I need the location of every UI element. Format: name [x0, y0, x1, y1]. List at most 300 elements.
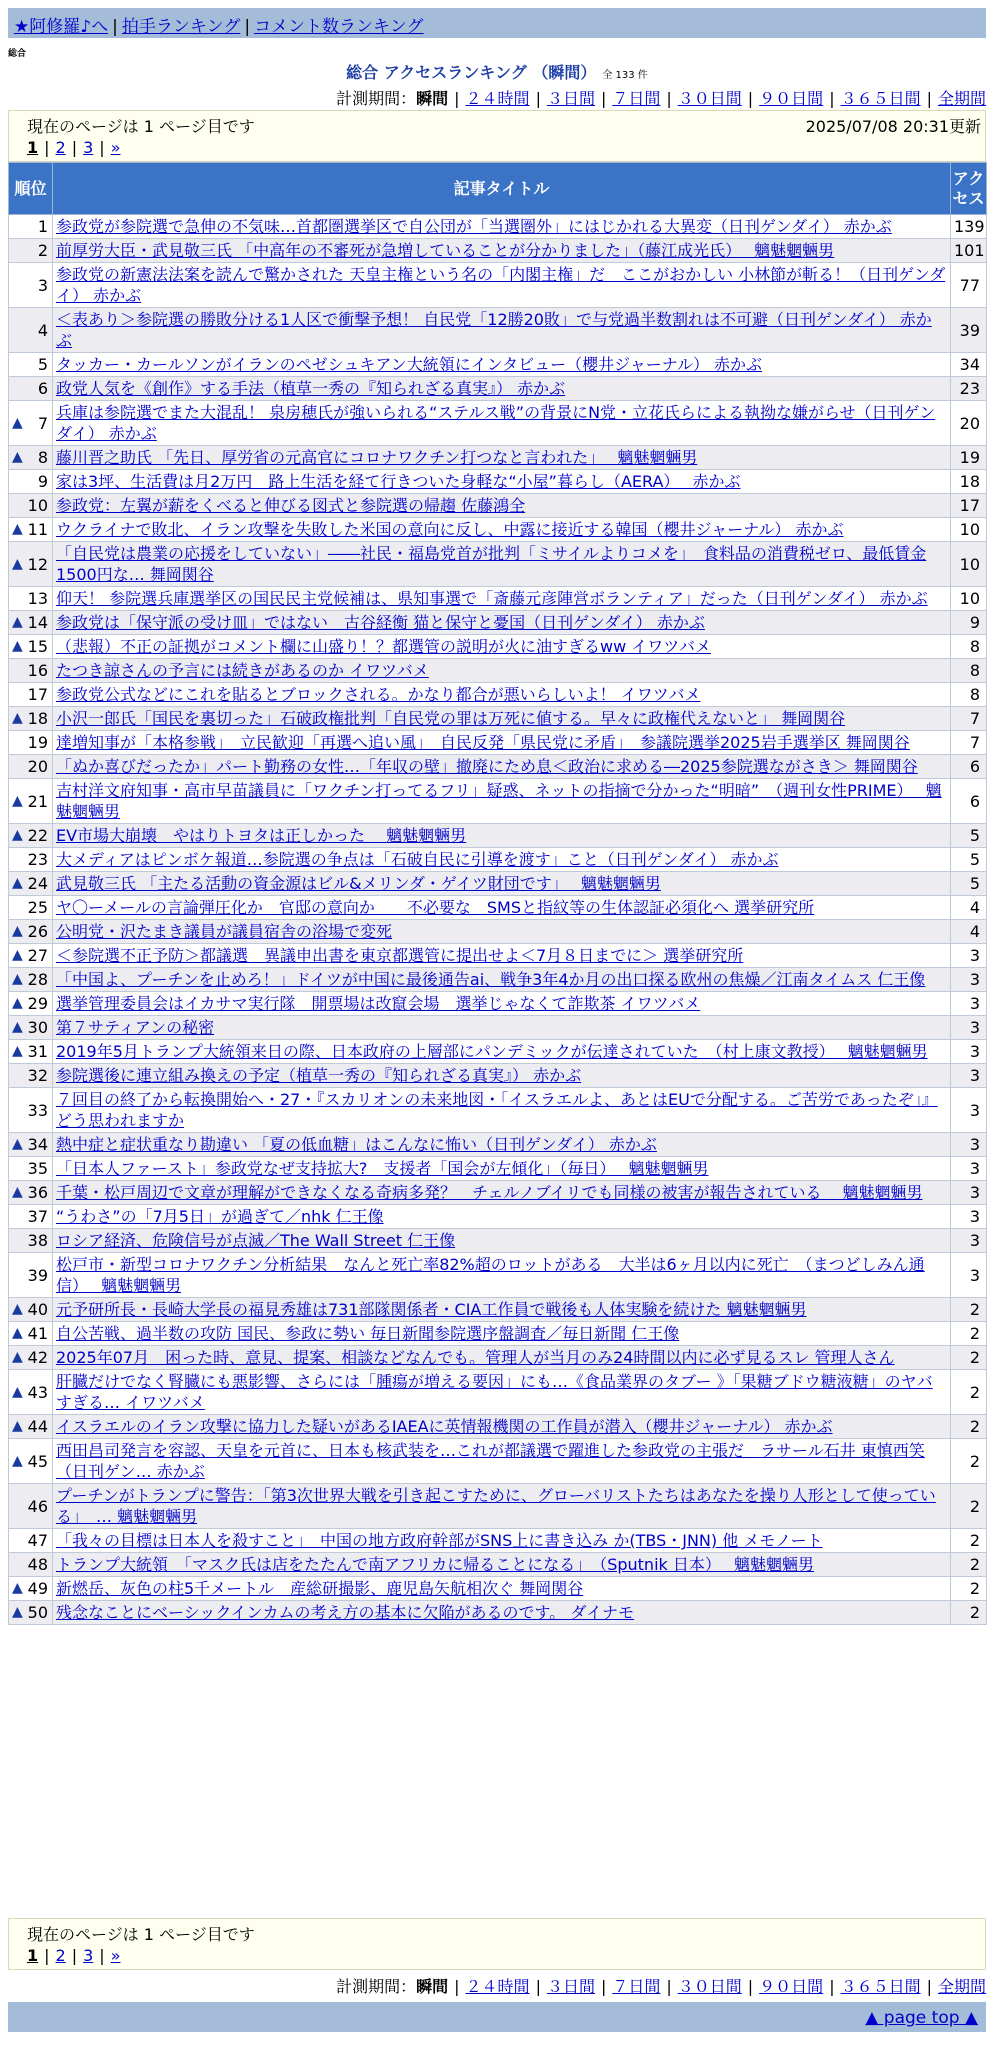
table-row — [9, 1064, 987, 1088]
access-count-cell: 3 — [951, 1253, 987, 1298]
title-cell — [53, 896, 951, 920]
period-link[interactable]: ７日間 — [612, 1977, 661, 1996]
rank-cell — [9, 992, 53, 1016]
title-cell — [53, 1553, 951, 1577]
article-title-link[interactable]: 藤川晋之助氏 「先日、厚労省の元高官にコロナワクチン打つなと言われた」 魑魅魍魎男 — [56, 448, 698, 467]
pager-next-link[interactable]: » — [110, 138, 121, 157]
period-link[interactable]: ２４時間 — [465, 89, 530, 108]
article-title-link[interactable]: 前厚労大臣・武見敬三氏 「中高年の不審死が急増していることが分かりました」（藤江成光氏） 魑魅魍魎男 — [56, 241, 835, 260]
period-separator: | — [829, 89, 835, 108]
title-cell — [53, 377, 951, 401]
rank-cell — [9, 1040, 53, 1064]
period-separator: | — [600, 1977, 607, 1996]
access-count-cell: 6 — [951, 779, 987, 824]
article-title-link[interactable]: 第７サティアンの秘密 — [56, 1018, 215, 1037]
rank-cell — [9, 470, 53, 494]
access-count-cell: 2 — [951, 1415, 987, 1439]
rank-number: 5 — [37, 355, 48, 374]
table-row — [9, 848, 987, 872]
applause-ranking-link[interactable]: 拍手ランキング — [121, 17, 241, 37]
table-row — [9, 1415, 987, 1439]
article-title-link[interactable]: 参政党は「保守派の受け皿」ではない 古谷経衡 猫と保守と憂国（日刊ゲンダイ） 赤かぶ — [56, 613, 705, 632]
table-row — [9, 1346, 987, 1370]
pager-page-link[interactable]: 2 — [55, 138, 66, 157]
title-cell — [53, 659, 951, 683]
period-separator: | — [666, 1977, 672, 1996]
rank-cell — [9, 494, 53, 518]
article-title-link[interactable]: たつき諒さんの予言には続きがあるのか イワツバメ — [56, 661, 429, 680]
article-title-link[interactable]: （悲報）不正の証拠がコメント欄に山盛り！？都選管の説明が火に油すぎるww イワツバメ — [56, 637, 711, 656]
table-row — [9, 683, 987, 707]
table-row — [9, 263, 987, 308]
rank-number: 32 — [27, 1066, 48, 1085]
access-count-cell: 5 — [951, 848, 987, 872]
period-link[interactable]: 全期間 — [937, 1977, 986, 1996]
ranking-table-body — [9, 215, 987, 1625]
rank-column-header: 順位 — [9, 163, 53, 215]
access-count-cell: 3 — [951, 944, 987, 968]
table-row — [9, 1322, 987, 1346]
access-count-cell: 5 — [951, 824, 987, 848]
article-title-link[interactable]: プーチンがトランプに警告：「第3次世界大戦を引き起こすために、グローバリストたちはあなたを操り人形として使っている」 … 魑魅魍魎男 — [56, 1486, 936, 1526]
table-row — [9, 1040, 987, 1064]
table-row — [9, 1439, 987, 1484]
access-count-cell: 23 — [951, 377, 987, 401]
title-cell — [53, 1181, 951, 1205]
article-title-link[interactable]: ＜表あり＞参院選の勝敗分ける1人区で衝撃予想！ 自民党「12勝20敗」で与党過半数割れは不可避（日刊ゲンダイ） 赤かぶ — [56, 310, 932, 350]
title-cell — [53, 446, 951, 470]
article-title-link[interactable]: 「我々の目標は日本人を殺すこと」 中国の地方政府幹部がSNS上に書き込み か(TBS・JNN) 他 メモノート — [56, 1531, 823, 1550]
table-row — [9, 968, 987, 992]
access-count-cell: 10 — [951, 587, 987, 611]
period-link[interactable]: ３０日間 — [677, 89, 742, 108]
period-link[interactable]: ３０日間 — [677, 1977, 742, 1996]
period-separator: | — [454, 89, 460, 108]
rank-cell — [9, 1346, 53, 1370]
rank-number: 11 — [27, 520, 48, 539]
rank-cell — [9, 848, 53, 872]
rank-number: 13 — [27, 589, 48, 608]
rank-cell — [9, 1298, 53, 1322]
table-row — [9, 446, 987, 470]
article-title-link[interactable]: 公明党・沢たまき議員が議員宿舎の浴場で変死 — [56, 922, 393, 941]
table-row — [9, 518, 987, 542]
access-count-cell: 6 — [951, 755, 987, 779]
rank-number: 4 — [37, 320, 48, 340]
rank-number: 40 — [27, 1300, 48, 1319]
period-separator: | — [535, 1977, 541, 1996]
title-cell — [53, 308, 951, 353]
rank-number: 46 — [27, 1496, 48, 1516]
page-top-link[interactable]: ▲ page top ▲ — [865, 2008, 978, 2028]
rank-cell — [9, 587, 53, 611]
access-count-cell: 101 — [951, 239, 987, 263]
section-label: 総合 — [8, 49, 27, 59]
rank-number: 17 — [27, 685, 48, 704]
table-row — [9, 308, 987, 353]
period-link[interactable]: ９０日間 — [759, 89, 824, 108]
rank-cell — [9, 308, 53, 353]
rank-up-arrow-icon: ▲ — [12, 1349, 23, 1365]
rank-number: 22 — [27, 826, 48, 845]
rank-cell — [9, 518, 53, 542]
title-cell — [53, 1415, 951, 1439]
rank-cell — [9, 1415, 53, 1439]
access-count-cell: 10 — [951, 542, 987, 587]
article-title-link[interactable]: 残念なことにベーシックインカムの考え方の基本に欠陥があるのです。 ダイナモ — [56, 1603, 635, 1622]
rank-up-arrow-icon: ▲ — [12, 923, 23, 939]
title-cell — [53, 1529, 951, 1553]
access-count-cell: 3 — [951, 968, 987, 992]
rank-number: 47 — [27, 1531, 48, 1550]
rank-up-arrow-icon: ▲ — [12, 1136, 23, 1152]
title-cell — [53, 470, 951, 494]
article-title-link[interactable]: ヤ〇ーメールの言論弾圧化か 官邸の意向か 不必要な SMSと指紋等の生体認証必須化へ 選挙研究所 — [56, 898, 815, 917]
title-cell — [53, 707, 951, 731]
rank-cell — [9, 683, 53, 707]
title-cell — [53, 779, 951, 824]
article-title-link[interactable]: 肝臓だけでなく腎臓にも悪影響、さらには「腫瘍が増える要因」にも…《食品業界のタブー 》「果糖ブドウ糖液糖」のヤバすぎる… イワツバメ — [56, 1372, 933, 1412]
article-title-link[interactable]: 2019年5月トランプ大統領来日の際、日本政府の上層部にパンデミックが伝達されていた （村上康文教授） 魑魅魍魎男 — [56, 1042, 928, 1061]
title-cell — [53, 635, 951, 659]
period-separator: | — [926, 1977, 932, 1996]
rank-cell — [9, 635, 53, 659]
article-title-link[interactable]: ウクライナで敗北、イラン攻撃を失敗した米国の意向に反し、中露に接近する韓国（櫻井ジャーナル） 赤かぶ — [56, 520, 844, 539]
access-count-cell: 2 — [951, 1484, 987, 1529]
access-count-cell: 20 — [951, 401, 987, 446]
rank-number: 39 — [27, 1265, 48, 1285]
period-selector — [336, 1974, 986, 1997]
rank-number: 10 — [27, 496, 48, 515]
article-title-link[interactable]: “うわさ”の「7月5日」が過ぎて／nhk 仁王像 — [56, 1207, 384, 1226]
access-count-cell: 3 — [951, 1181, 987, 1205]
article-title-link[interactable]: 達増知事が「本格参戦」 立民歓迎「再選へ追い風」 自民反発「県民党に矛盾」 参議院選挙2025岩手選挙区 舞岡関谷 — [56, 733, 910, 752]
rank-cell — [9, 1157, 53, 1181]
rank-number: 41 — [27, 1324, 48, 1343]
pager-page-link[interactable]: 3 — [83, 1946, 94, 1965]
period-link[interactable]: ７日間 — [612, 89, 661, 108]
table-row — [9, 611, 987, 635]
access-count-cell: 3 — [951, 1040, 987, 1064]
rank-number: 48 — [27, 1555, 48, 1574]
rank-up-arrow-icon: ▲ — [12, 947, 23, 963]
period-link[interactable]: ２４時間 — [465, 1977, 530, 1996]
article-title-link[interactable]: 新燃岳、灰色の柱5千メートル 産総研撮影、鹿児島矢航相次ぐ 舞岡関谷 — [56, 1579, 584, 1598]
rank-up-arrow-icon: ▲ — [12, 1383, 23, 1400]
article-title-link[interactable]: トランプ大統領 「マスク氏は店をたたんで南アフリカに帰ることになる」 （Sputnik 日本） 魑魅魍魎男 — [56, 1555, 814, 1574]
table-row — [9, 353, 987, 377]
title-cell — [53, 215, 951, 239]
access-count-cell: 19 — [951, 446, 987, 470]
rank-cell — [9, 1229, 53, 1253]
rank-cell — [9, 263, 53, 308]
rank-cell — [9, 824, 53, 848]
home-link[interactable]: ★阿修羅♪へ — [14, 17, 109, 37]
article-title-link[interactable]: 千葉・松戸周辺で文章が理解ができなくなる奇病多発？ チェルノブイリでも同様の被害が報告されている 魑魅魍魎男 — [56, 1183, 923, 1202]
period-label: 計測期間： — [336, 89, 417, 108]
title-cell — [53, 968, 951, 992]
rank-number: 25 — [27, 898, 48, 917]
table-row — [9, 779, 987, 824]
comment-ranking-link[interactable]: コメント数ランキング — [254, 17, 424, 37]
title-cell — [53, 1064, 951, 1088]
table-row — [9, 587, 987, 611]
rank-cell — [9, 239, 53, 263]
table-row — [9, 1205, 987, 1229]
pager-separator: | — [71, 138, 78, 157]
rank-up-arrow-icon: ▲ — [12, 792, 23, 809]
title-cell — [53, 1229, 951, 1253]
article-title-link[interactable]: ７回目の終了から転換開始へ・27・『スカリオンの未来地図・「イスラエルよ、あとはEUで分配する。ご苦労であったぞ」』 どう思われますか — [56, 1090, 938, 1130]
title-cell — [53, 518, 951, 542]
article-title-link[interactable]: ロシア経済、危険信号が点滅／The Wall Street 仁王像 — [56, 1231, 456, 1250]
title-cell — [53, 1484, 951, 1529]
article-title-link[interactable]: 大メディアはピンボケ報道…参院選の争点は「石破自民に引導を渡す」こと（日刊ゲンダイ） 赤かぶ — [56, 850, 779, 869]
period-link[interactable]: ９０日間 — [759, 1977, 824, 1996]
rank-cell — [9, 377, 53, 401]
title-cell — [53, 1322, 951, 1346]
rank-up-arrow-icon: ▲ — [12, 555, 23, 572]
title-cell — [53, 683, 951, 707]
rank-up-arrow-icon: ▲ — [12, 827, 23, 843]
article-title-link[interactable]: 「中国よ、プーチンを止めろ！」ドイツが中国に最後通告ai、戦争3年4か月の出口探る欧州の焦燥／江南タイムス 仁王像 — [56, 970, 926, 989]
rank-up-arrow-icon: ▲ — [12, 875, 23, 891]
pager-page-link[interactable]: 2 — [55, 1946, 66, 1965]
title-cell — [53, 1370, 951, 1415]
rank-cell — [9, 401, 53, 446]
article-title-link[interactable]: 2025年07月 困った時、意見、提案、相談などなんでも。管理人が当月のみ24時間以内に必ず見るスレ 管理人さん — [56, 1348, 895, 1367]
title-cell — [53, 872, 951, 896]
rank-up-arrow-icon: ▲ — [12, 638, 23, 654]
rank-cell — [9, 1439, 53, 1484]
article-title-link[interactable]: 元予研所長・長崎大学長の福見秀雄は731部隊関係者・CIA工作員で戦後も人体実験を続けた 魑魅魍魎男 — [56, 1300, 807, 1319]
access-count-cell: 139 — [951, 215, 987, 239]
rank-number: 16 — [27, 661, 48, 680]
period-current: 瞬間 — [416, 89, 449, 108]
article-title-link[interactable]: EV市場大崩壊 やはりトヨタは正しかった 魑魅魍魎男 — [56, 826, 467, 845]
table-row — [9, 872, 987, 896]
rank-cell — [9, 968, 53, 992]
rank-up-arrow-icon: ▲ — [12, 995, 23, 1011]
rank-cell — [9, 1205, 53, 1229]
rank-up-arrow-icon: ▲ — [12, 521, 23, 537]
table-row — [9, 944, 987, 968]
rank-cell — [9, 215, 53, 239]
rank-number: 2 — [37, 241, 48, 260]
title-cell — [53, 353, 951, 377]
article-title-link[interactable]: 参政党：左翼が薪をくべると伸びる図式と参院選の帰趨 佐藤鴻全 — [56, 496, 526, 515]
ranking-heading — [0, 60, 994, 83]
rank-cell — [9, 1322, 53, 1346]
rank-cell — [9, 1064, 53, 1088]
rank-cell — [9, 944, 53, 968]
article-title-link[interactable]: 松戸市・新型コロナワクチン分析結果 なんと死亡率82%超のロットがある 大半は6ヶ月以内に死亡 （まつどしみん通信） 魑魅魍魎男 — [56, 1255, 925, 1295]
title-cell — [53, 239, 951, 263]
pager-separator: | — [71, 1946, 78, 1965]
table-row — [9, 1088, 987, 1133]
article-title-link[interactable]: 仰天！ 参院選兵庫選挙区の国民民主党候補は、県知事選で「斎藤元彦陣営ボランティア」だった（日刊ゲンダイ） 赤かぶ — [56, 589, 928, 608]
title-cell — [53, 542, 951, 587]
rank-cell — [9, 353, 53, 377]
title-cell — [53, 401, 951, 446]
rank-up-arrow-icon: ▲ — [12, 1019, 23, 1035]
rank-number: 36 — [27, 1183, 48, 1202]
period-link[interactable]: 全期間 — [937, 89, 986, 108]
table-row — [9, 1181, 987, 1205]
table-row — [9, 1253, 987, 1298]
rank-number: 34 — [27, 1135, 48, 1154]
rank-number: 43 — [27, 1382, 48, 1402]
article-title-link[interactable]: 吉村洋文府知事・高市早苗議員に「ワクチン打ってるフリ」疑惑、ネットの指摘で分かった“明暗” （週刊女性PRIME） 魑魅魍魎男 — [56, 781, 942, 821]
article-title-link[interactable]: 小沢一郎氏「国民を裏切った」石破政権批判「自民党の罪は万死に値する。早々に政権代えないと」 舞岡関谷 — [56, 709, 846, 728]
rank-up-arrow-icon: ▲ — [12, 971, 23, 987]
access-count-cell: 2 — [951, 1346, 987, 1370]
period-label: 計測期間： — [336, 1977, 417, 1996]
title-cell — [53, 1040, 951, 1064]
rank-number: 27 — [27, 946, 48, 965]
title-cell — [53, 731, 951, 755]
period-separator: | — [926, 89, 932, 108]
title-cell — [53, 992, 951, 1016]
period-separator: | — [535, 89, 541, 108]
article-title-link[interactable]: 「自民党は農業の応援をしていない」――社民・福島党首が批判「ミサイルよりコメを」 食料品の消費税ゼロ、最低賃金1500円な… 舞岡関谷 — [56, 544, 927, 584]
period-link[interactable]: ３６５日間 — [840, 89, 921, 108]
access-count-cell: 3 — [951, 1229, 987, 1253]
rank-cell — [9, 1553, 53, 1577]
table-row — [9, 1529, 987, 1553]
article-title-link[interactable]: 参院選後に連立組み換えの予定（植草一秀の『知られざる真実』） 赤かぶ — [56, 1066, 582, 1085]
table-row — [9, 755, 987, 779]
article-title-link[interactable]: 参政党が参院選で急伸の不気味…首都圏選挙区で自公団が「当選圏外」にはじかれる大異変（日刊ゲンダイ） 赤かぶ — [56, 217, 892, 236]
access-count-cell: 3 — [951, 1088, 987, 1133]
total-count: 全 133 件 — [602, 70, 648, 81]
article-title-link[interactable]: イスラエルのイラン攻撃に協力した疑いがあるIAEAに英情報機関の工作員が潜入（櫻井ジャーナル） 赤かぶ — [56, 1417, 833, 1436]
rank-number: 29 — [27, 994, 48, 1013]
table-row — [9, 896, 987, 920]
rank-up-arrow-icon: ▲ — [12, 1604, 23, 1620]
rank-cell — [9, 611, 53, 635]
period-link[interactable]: ３日間 — [546, 1977, 595, 1996]
table-row — [9, 494, 987, 518]
access-count-cell: 8 — [951, 635, 987, 659]
access-count-cell: 10 — [951, 518, 987, 542]
article-title-link[interactable]: 参政党の新憲法法案を読んで驚かされた 天皇主権という名の「内閣主権」だ ここがおかしい 小林節が斬る！（日刊ゲンダイ） 赤かぶ — [56, 265, 946, 305]
article-title-link[interactable]: 熱中症と症状重なり勘違い 「夏の低血糖」はこんなに怖い（日刊ゲンダイ） 赤かぶ — [56, 1135, 657, 1154]
table-row — [9, 542, 987, 587]
rank-cell — [9, 779, 53, 824]
pager-page-link[interactable]: 3 — [83, 138, 94, 157]
article-title-link[interactable]: タッカー・カールソンがイランのペゼシュキアン大統領にインタビュー（櫻井ジャーナル） 赤かぶ — [56, 355, 763, 374]
rank-number: 42 — [27, 1348, 48, 1367]
table-row — [9, 1298, 987, 1322]
title-cell — [53, 1601, 951, 1625]
rank-number: 1 — [37, 217, 48, 236]
access-count-cell: 3 — [951, 1157, 987, 1181]
article-title-link[interactable]: 家は3坪、生活費は月2万円 路上生活を経て行きついた身軽な“小屋”暮らし（AERA） 赤かぶ — [56, 472, 741, 491]
period-link[interactable]: ３日間 — [546, 89, 595, 108]
rank-number: 3 — [37, 275, 48, 295]
period-selector — [336, 86, 986, 109]
access-count-cell: 3 — [951, 1064, 987, 1088]
rank-up-arrow-icon: ▲ — [12, 1043, 23, 1059]
rank-number: 7 — [37, 413, 48, 433]
article-title-link[interactable]: 政党人気を《創作》する手法（植草一秀の『知られざる真実』） 赤かぶ — [56, 379, 566, 398]
access-count-cell: 4 — [951, 896, 987, 920]
rank-number: 44 — [27, 1417, 48, 1436]
rank-cell — [9, 1601, 53, 1625]
rank-number: 33 — [27, 1100, 48, 1120]
article-title-link[interactable]: 武見敬三氏 「主たる活動の資金源はビル&メリンダ・ゲイツ財団です」 魑魅魍魎男 — [56, 874, 661, 893]
title-cell — [53, 944, 951, 968]
title-cell — [53, 755, 951, 779]
access-count-cell: 3 — [951, 992, 987, 1016]
rank-cell — [9, 1088, 53, 1133]
pager-separator: | — [99, 1946, 105, 1965]
nav-separator: | — [112, 17, 118, 37]
table-row — [9, 824, 987, 848]
article-title-link[interactable]: 自公苦戦、過半数の攻防 国民、参政に勢い 毎日新聞参院選序盤調査／毎日新聞 仁王像 — [56, 1324, 680, 1343]
pagination — [27, 1946, 120, 1965]
rank-cell — [9, 920, 53, 944]
title-cell — [53, 1088, 951, 1133]
pager-separator: | — [44, 1946, 50, 1965]
pager-next-link[interactable]: » — [110, 1946, 121, 1965]
rank-number: 45 — [27, 1451, 48, 1471]
title-cell — [53, 587, 951, 611]
access-count-cell: 2 — [951, 1322, 987, 1346]
title-column-header: 記事タイトル — [53, 163, 951, 215]
nav-separator: | — [244, 17, 251, 37]
table-row — [9, 239, 987, 263]
rank-cell — [9, 1370, 53, 1415]
title-cell — [53, 1346, 951, 1370]
article-title-link[interactable]: 「日本人ファースト」参政党なぜ支持拡大? 支援者「国会が左傾化」（毎日） 魑魅魍魎男 — [56, 1159, 709, 1178]
period-link[interactable]: ３６５日間 — [840, 1977, 921, 1996]
rank-cell — [9, 896, 53, 920]
pager-current-page: 1 — [27, 1946, 39, 1965]
article-title-link[interactable]: ＜参院選不正予防＞都議選 異議申出書を東京都選管に提出せよ＜7月８日までに＞ 選挙研究所 — [56, 946, 744, 965]
pagination — [27, 138, 120, 157]
page-info-top — [8, 110, 986, 162]
article-title-link[interactable]: 参政党公式などにこれを貼るとブロックされる。かなり都合が悪いらしいよ！ イワツバメ — [56, 685, 701, 704]
rank-cell — [9, 1577, 53, 1601]
title-cell — [53, 494, 951, 518]
period-current: 瞬間 — [416, 1977, 449, 1996]
access-count-cell: 2 — [951, 1601, 987, 1625]
rank-number: 20 — [27, 757, 48, 776]
access-count-cell: 7 — [951, 707, 987, 731]
article-title-link[interactable]: 西田昌司発言を容認、天皇を元首に、日本も核武装を…これが都議選で躍進した参政党の主張だ ラサール石井 東慎西笑（日刊ゲン… 赤かぶ — [56, 1441, 925, 1481]
title-cell — [53, 848, 951, 872]
table-row — [9, 1484, 987, 1529]
table-row — [9, 1157, 987, 1181]
period-separator: | — [747, 1977, 754, 1996]
rank-up-arrow-icon: ▲ — [12, 449, 23, 465]
article-title-link[interactable]: 選挙管理委員会はイカサマ実行隊 開票場は改竄会場 選挙じゃなくて詐欺茶 イワツバメ — [56, 994, 701, 1013]
article-title-link[interactable]: 兵庫は参院選でまた大混乱！ 泉房穂氏が強いられる“ステルス戦”の背景にN党・立花氏らによる執拗な嫌がらせ（日刊ゲンダイ） 赤かぶ — [56, 403, 936, 443]
rank-number: 49 — [27, 1579, 48, 1598]
access-count-cell: 3 — [951, 1133, 987, 1157]
access-count-cell: 2 — [951, 1439, 987, 1484]
table-header-row — [9, 163, 987, 215]
table-row — [9, 731, 987, 755]
access-count-cell: 3 — [951, 1016, 987, 1040]
rank-up-arrow-icon: ▲ — [12, 1580, 23, 1596]
rank-number: 6 — [37, 379, 48, 398]
table-row — [9, 1133, 987, 1157]
table-row — [9, 470, 987, 494]
article-title-link[interactable]: 「ぬか喜びだったか」パート勤務の女性…「年収の壁」撤廃にため息＜政治に求める―2025参院選ながさき＞ 舞岡関谷 — [56, 757, 918, 776]
